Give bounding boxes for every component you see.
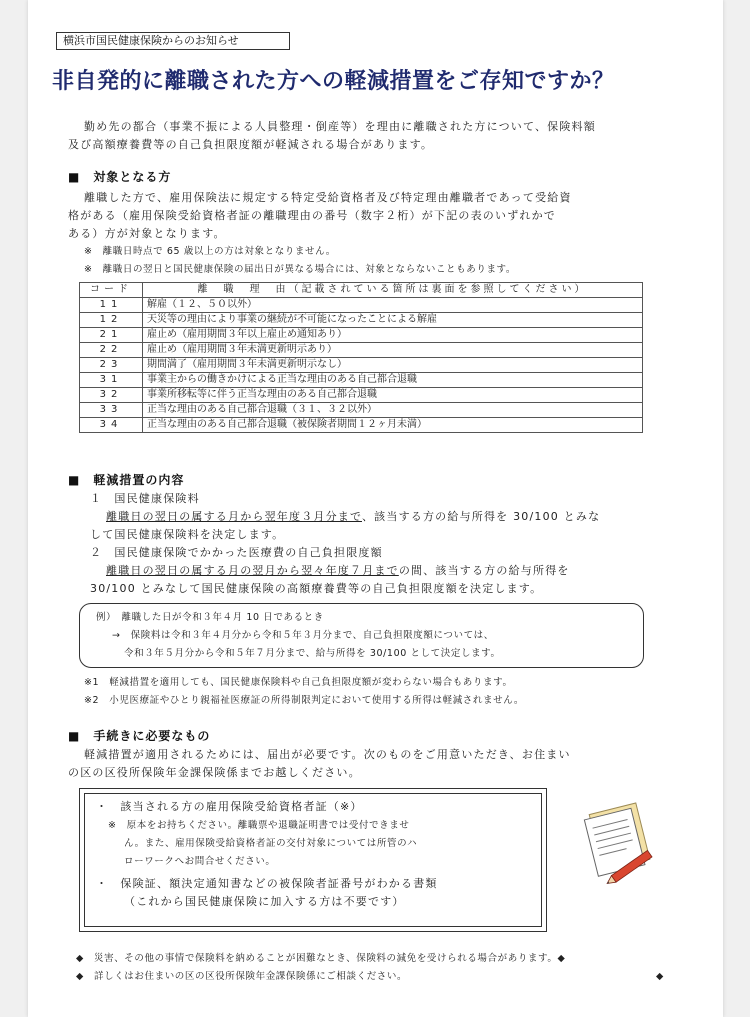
measure-2-text: の間、該当する方の給与所得を: [398, 564, 570, 577]
reason-cell: 天災等の理由により事業の継続が不可能になったことによる解雇: [143, 313, 643, 328]
eligibility-note-date: ※ 離職日の翌日と国民健康保険の届出日が異なる場合には、対象とならないこともあります。: [84, 264, 517, 275]
measure-1-text: 、該当する方の給与所得を 30/100 とみな: [361, 510, 601, 523]
document-item-1-note-1: ※ 原本をお持ちください。離職票や退職証明書では受付できませ: [108, 820, 410, 831]
example-line-1: 例） 離職した日が令和３年４月 10 日であるとき: [96, 612, 324, 623]
table-row: [80, 418, 643, 433]
page-title: 非自発的に離職された方への軽減措置をご存知ですか？: [52, 69, 615, 94]
eligibility-note-age: ※ 離職日時点で 65 歳以上の方は対象となりません。: [84, 246, 336, 257]
measure-1-line-2: して国民健康保険料を決定します。: [90, 528, 285, 541]
table-row: [80, 403, 643, 418]
section-heading-measures: ■ 軽減措置の内容: [68, 473, 185, 487]
code-cell: 33: [80, 403, 143, 418]
document-item-1-note-3: ローワークへお問合せください。: [124, 856, 276, 867]
reason-cell: 事業主からの働きかけによる正当な理由のある自己都合退職: [143, 373, 643, 388]
document-item-1-note-2: ん。また、雇用保険受給資格者証の交付対象については所管のハ: [124, 838, 418, 849]
measure-2-line-1: [106, 562, 570, 580]
table-row: [80, 328, 643, 343]
measure-1-title: １ 国民健康保険料: [90, 492, 200, 505]
intro-line-1: 勤め先の都合（事業不振による人員整理・倒産等）を理由に離職された方について、保険料額: [84, 120, 596, 133]
footer-note-2: ◆ 詳しくはお住まいの区の区役所保険年金課保険係にご相談ください。: [76, 971, 408, 982]
reason-cell: 正当な理由のある自己都合退職（被保険者期間１２ヶ月未満）: [143, 418, 643, 433]
table-row: [80, 358, 643, 373]
eligibility-line-2: 格がある（雇用保険受給資格者証の離職理由の番号（数字２桁）が下記の表のいずれかで: [68, 209, 556, 222]
measures-note-1: ※1 軽減措置を適用しても、国民健康保険料や自己負担限度額が変わらない場合もあります。: [84, 677, 513, 688]
table-row: [80, 298, 643, 313]
measures-note-2: ※2 小児医療証やひとり親福祉医療証の所得制限判定において使用する所得は軽減されません。: [84, 695, 524, 706]
section-heading-eligibility: ■ 対象となる方: [68, 170, 172, 184]
table-row: [80, 313, 643, 328]
section-heading-procedure: ■ 手続きに必要なもの: [68, 729, 211, 743]
measure-1-line-1: [106, 508, 600, 526]
procedure-line-1: 軽減措置が適用されるためには、届出が必要です。次のものをご用意いただき、お住まい: [84, 748, 571, 761]
code-cell: 34: [80, 418, 143, 433]
measure-1-period: 離職日の翌日の属する月から翌年度３月分まで: [106, 510, 362, 523]
reason-cell: 正当な理由のある自己都合退職（３１、３２以外）: [143, 403, 643, 418]
example-line-2: → 保険料は令和３年４月分から令和５年３月分まで、自己負担限度額については、: [112, 630, 494, 641]
measure-2-period: 離職日の翌日の属する月の翌月から翌々年度７月まで: [106, 564, 399, 577]
document-item-2-note: （これから国民健康保険に加入する方は不要です）: [124, 895, 405, 908]
table-row: [80, 343, 643, 358]
document-item-2: ・ 保険証、額決定通知書などの被保険者証番号がわかる書類: [96, 877, 438, 890]
table-row: [80, 388, 643, 403]
reason-cell: 事業所移転等に伴う正当な理由のある自己都合退職: [143, 388, 643, 403]
reason-cell: 雇止め（雇用期間３年以上雇止め通知あり）: [143, 328, 643, 343]
eligibility-line-1: 離職した方で、雇用保険法に規定する特定受給資格者及び特定理由離職者であって受給資: [84, 191, 572, 204]
document-item-1: ・ 該当される方の雇用保険受給資格者証（※）: [96, 800, 363, 813]
eligibility-line-3: ある）方が対象となります。: [68, 227, 226, 240]
code-cell: 32: [80, 388, 143, 403]
documents-pencil-illustration: [575, 798, 665, 888]
code-cell: 22: [80, 343, 143, 358]
code-cell: 11: [80, 298, 143, 313]
footer-note-2-end: ◆: [656, 971, 664, 982]
footer-note-1: ◆ 災害、その他の事情で保険料を納めることが困難なとき、保険料の減免を受けられる場合があります。◆: [76, 953, 566, 964]
reason-cell: 期間満了（雇用期間３年未満更新明示なし）: [143, 358, 643, 373]
code-cell: 23: [80, 358, 143, 373]
code-cell: 31: [80, 373, 143, 388]
reason-cell: 雇止め（雇用期間３年未満更新明示あり）: [143, 343, 643, 358]
code-cell: 21: [80, 328, 143, 343]
code-cell: 12: [80, 313, 143, 328]
source-label: 横浜市国民健康保険からのお知らせ: [56, 32, 290, 50]
table-header-reason: 離 職 理 由（記載されている箇所は裏面を参照してください）: [143, 283, 643, 298]
intro-line-2: 及び高額療養費等の自己負担限度額が軽減される場合があります。: [68, 138, 434, 151]
table-header-row: [80, 283, 643, 298]
table-row: [80, 373, 643, 388]
example-line-3: 令和３年５月分から令和５年７月分まで、給与所得を 30/100 として決定します。: [124, 648, 501, 659]
reason-code-table: [79, 282, 643, 433]
table-header-code: コード: [80, 283, 143, 298]
measure-2-line-2: 30/100 とみなして国民健康保険の高額療養費等の自己負担限度額を決定します。: [90, 582, 543, 595]
procedure-line-2: の区の区役所保険年金課保険係までお越しください。: [68, 766, 361, 779]
reason-cell: 解雇（１２、５０以外）: [143, 298, 643, 313]
measure-2-title: ２ 国民健康保険でかかった医療費の自己負担限度額: [90, 546, 383, 559]
